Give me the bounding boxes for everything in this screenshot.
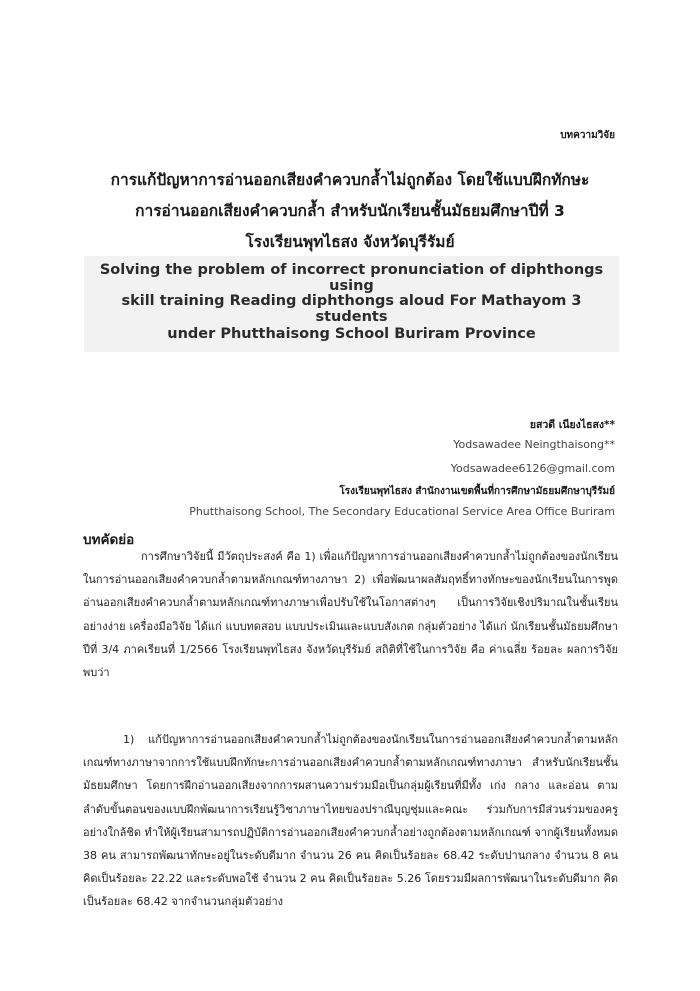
- abstract-paragraph-2: 1) แก้ปัญหาการอ่านออกเสียงคำควบกล้ำไม่ถูกต้องของนักเรียนในการอ่านออกเสียงคำควบกล้ำตามหลักเกณฑ์ทางภาษาจากการใช้แบบฝึกทักษะการอ่านออกเสียงคำควบกล้ำตามหลักเกณฑ์ทางภาษา สำหรับนักเรียนชั้นมัธยมศึกษา โดยการฝึกอ่านออกเสียงจากการผสานความร่วมมือเป็นกลุ่มผู้เรียนที่มีทั้ง เก่ง กลาง และอ่อน ตามลำดับขั้นตอนของแบบฝึกพัฒนาการเรียนรู้วิชาภาษาไทยของปราณีบุญชุ่มและคณะ ร่วมกับการมีส่วนร่วมของครูอย่างใกล้ชิด ทำให้ผู้เรียนสามารถปฏิบัติการอ่านออกเสียงคำควบกล้ำอย่างถูกต้องตามหลักเกณฑ์ จากผู้เรียนทั้งหมด 38 คน สามารถพัฒนาทักษะอยู่ในระดับดีมาก จำนวน 26 คน คิดเป็นร้อยละ 68.42 ระดับปานกลาง จำนวน 8 คน คิดเป็นร้อยละ 22.22 และระดับพอใช้ จำนวน 2 คน คิดเป็นร้อยละ 5.26 โดยรวมมีผลการพัฒนาในระดับดีมาก คิดเป็นร้อยละ 68.42 จากจำนวนกลุ่มตัวอย่าง: [83, 733, 618, 909]
- title-thai-line-3: โรงเรียนพุทไธสง จังหวัดบุรีรัมย์: [245, 233, 455, 251]
- article-type-label: บทความวิจัย: [560, 130, 615, 141]
- author-name-english: Yodsawadee Neingthaisong**: [453, 438, 615, 451]
- title-english-line-3: under Phutthaisong School Buriram Province: [167, 326, 536, 342]
- author-affiliation-thai: โรงเรียนพุทไธสง สำนักงานเขตพื้นที่การศึกษามัธยมศึกษาบุรีรัมย์: [339, 486, 615, 497]
- author-email: Yodsawadee6126@gmail.com: [450, 462, 615, 475]
- title-english-line-1: Solving the problem of incorrect pronunciation of diphthongs using: [99, 262, 604, 294]
- title-thai-line-2: การอ่านออกเสียงคำควบกล้ำ สำหรับนักเรียนชั้นมัธยมศึกษาปีที่ 3: [135, 202, 565, 220]
- title-thai-line-1: การแก้ปัญหาการอ่านออกเสียงคำควบกล้ำไม่ถูกต้อง โดยใช้แบบฝึกทักษะ: [110, 171, 590, 189]
- abstract-heading: บทคัดย่อ: [83, 532, 135, 548]
- author-name-thai: ยสวดี เนียงไธสง**: [529, 419, 615, 431]
- title-english-line-2: skill training Reading diphthongs aloud For Mathayom 3 students: [121, 293, 582, 325]
- abstract-paragraph-1: การศึกษาวิจัยนี้ มีวัตถุประสงค์ คือ 1) เพื่อแก้ปัญหาการอ่านออกเสียงคำควบกล้ำไม่ถูกต้องของนักเรียนในการอ่านออกเสียงคำควบกล้ำตามหลักเกณฑ์ทางภาษา 2) เพื่อพัฒนาผลสัมฤทธิ์ทางทักษะของนักเรียนในการพูดอ่านออกเสียงคำควบกล้ำตามหลักเกณฑ์ทางภาษาเพื่อปรับใช้ในโอกาสต่างๆ เป็นการวิจัยเชิงปริมาณในชั้นเรียนอย่างง่าย เครื่องมือวิจัย ได้แก่ แบบทดสอบ แบบประเมินและแบบสังเกต กลุ่มตัวอย่าง ได้แก่ นักเรียนชั้นมัธยมศึกษาปีที่ 3/4 ภาคเรียนที่ 1/2566 โรงเรียนพุทไธสง จังหวัดบุรีรัมย์ สถิติที่ใช้ในการวิจัย คือ ค่าเฉลี่ย ร้อยละ ผลการวิจัยพบว่า: [83, 550, 618, 680]
- author-affiliation-english: Phutthaisong School, The Secondary Educational Service Area Office Buriram: [189, 505, 615, 518]
